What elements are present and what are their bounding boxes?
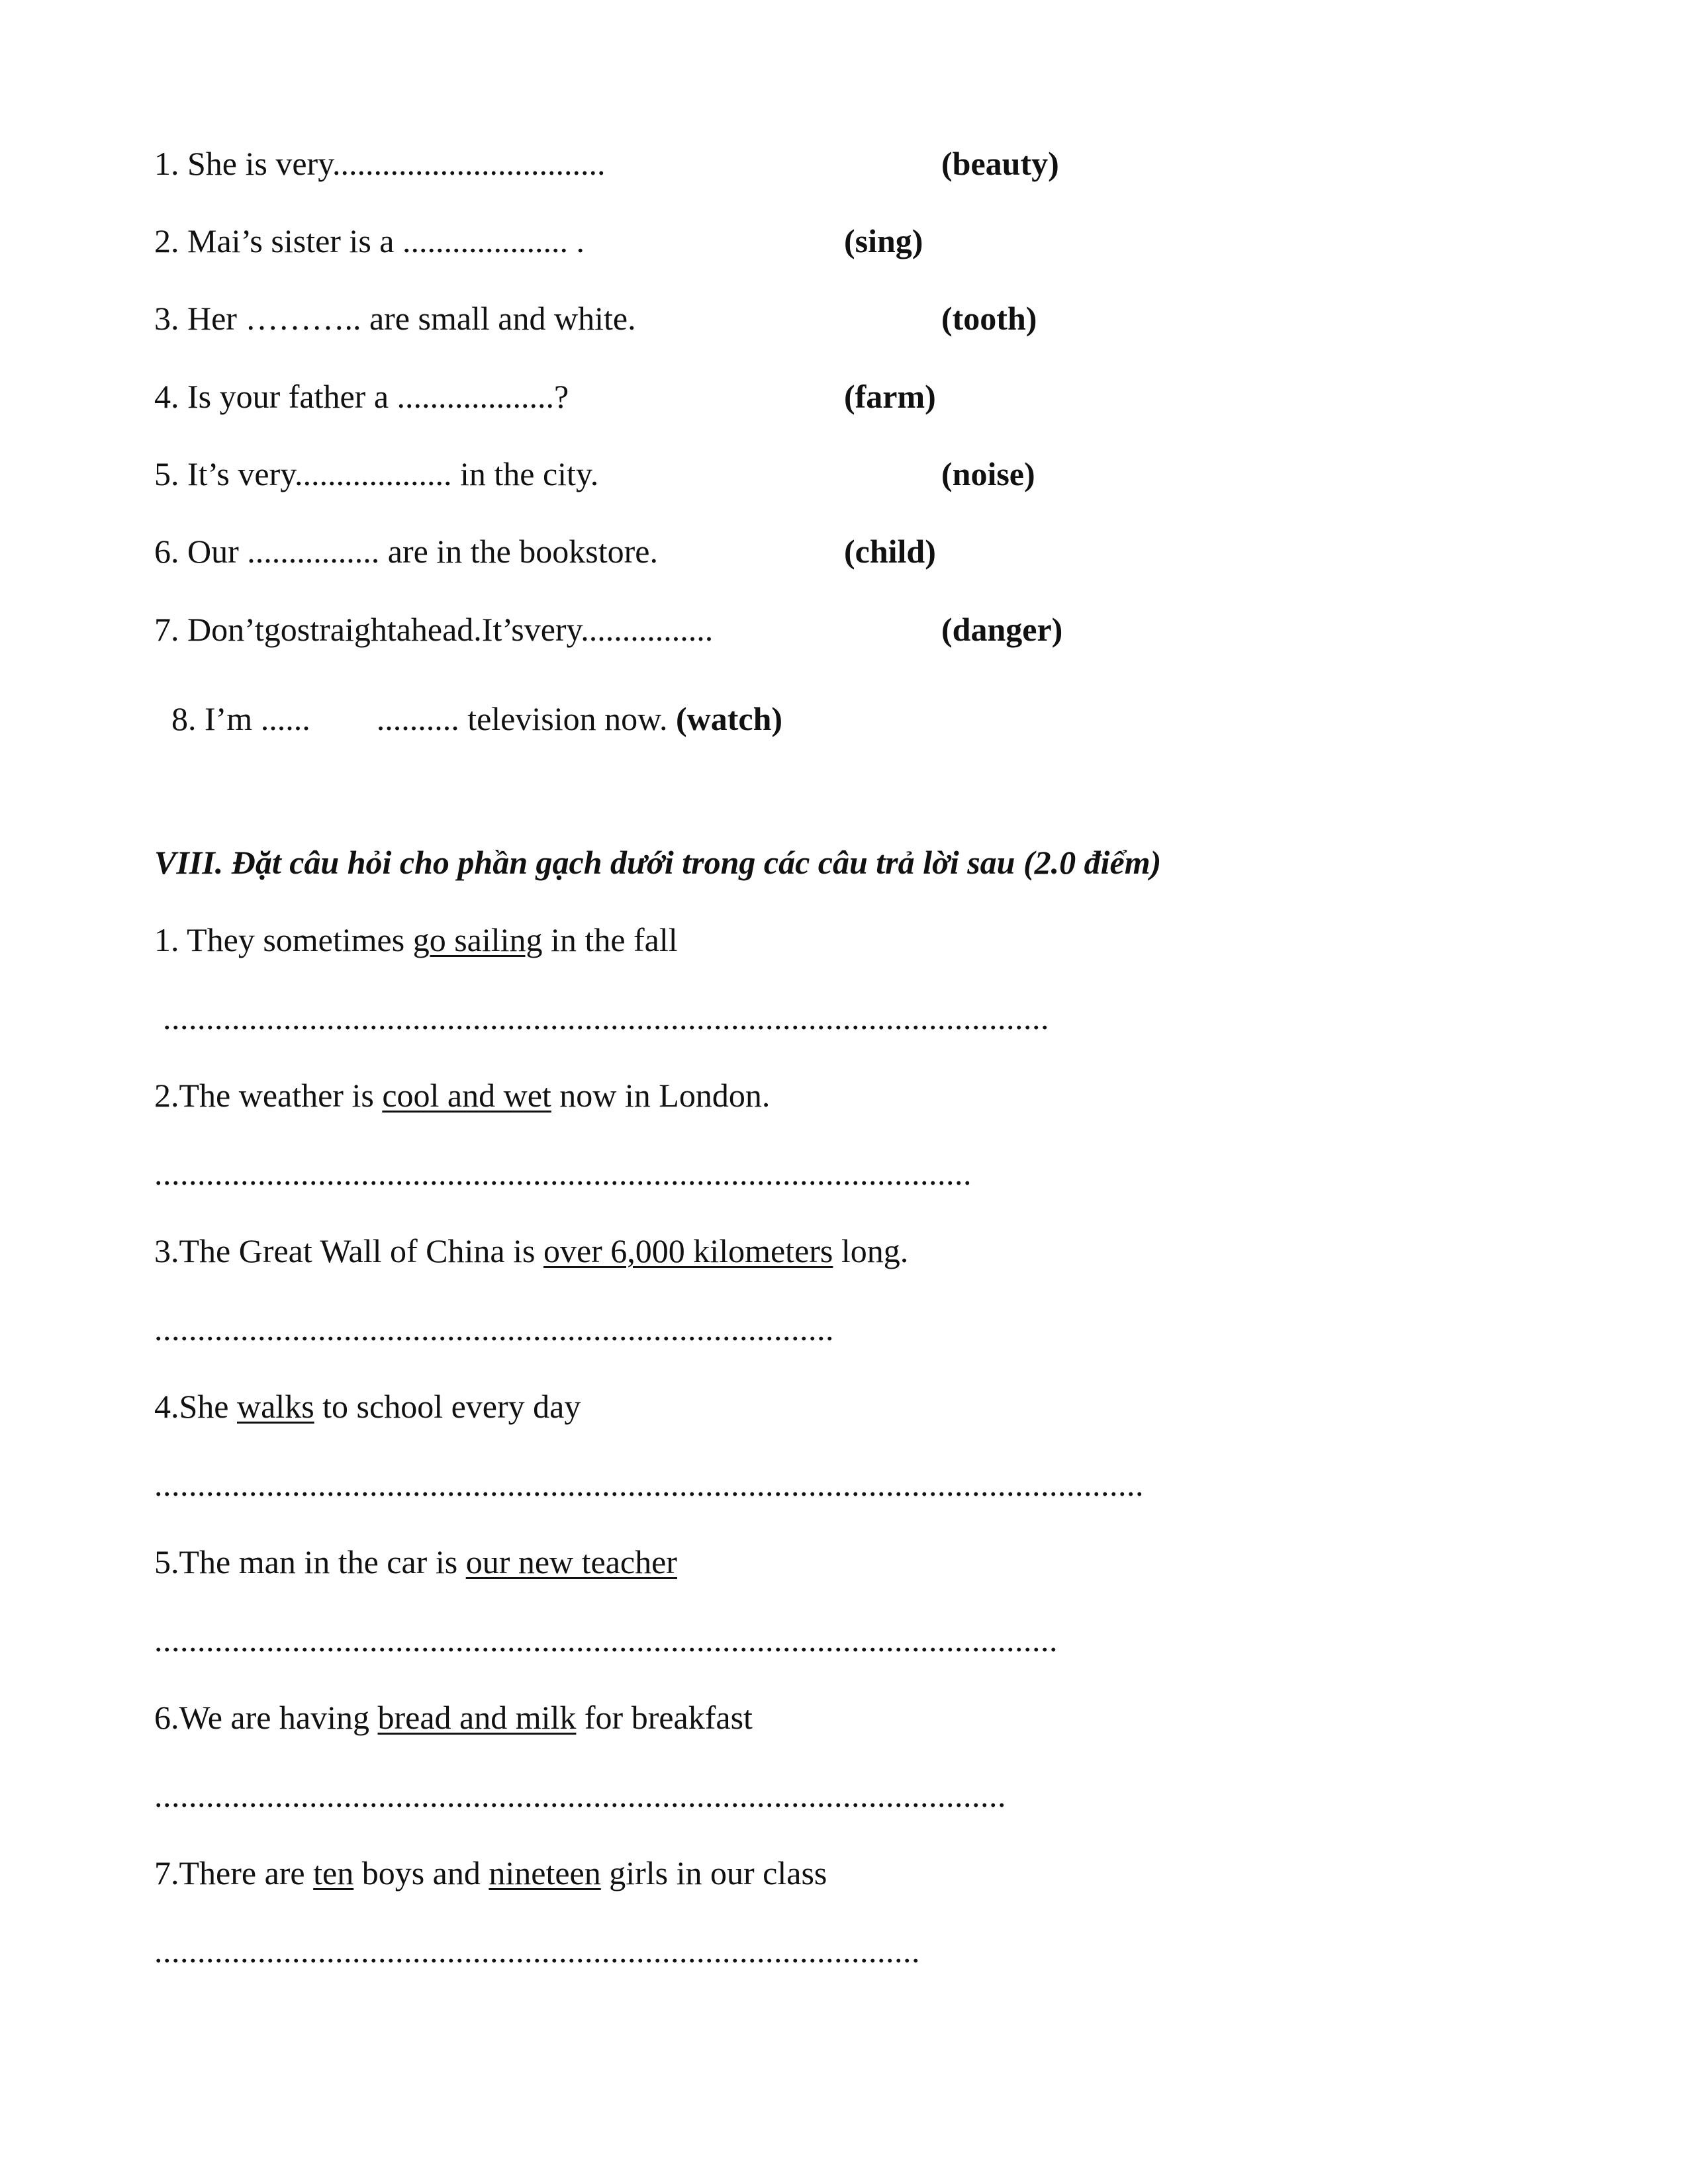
exercise-item-3-word: (tooth) <box>941 300 1037 337</box>
question-3-underlined: over 6,000 kilometers <box>543 1232 833 1269</box>
question-3 <box>154 1231 908 1271</box>
question-6-post: for breakfast <box>576 1699 753 1736</box>
question-7-pre: 7.There are <box>154 1854 314 1891</box>
question-2-post: now in London. <box>551 1077 771 1114</box>
question-7-mid: boys and <box>353 1854 489 1891</box>
exercise-item-1-word: (beauty) <box>941 145 1059 182</box>
exercise-item-5: 5. It’s very................... in the city. <box>154 455 599 492</box>
question-1-pre: 1. They sometimes <box>154 921 413 958</box>
exercise-item-4: 4. Is your father a ...................? <box>154 378 569 415</box>
section-viii-heading: VIII. Đặt câu hỏi cho phần gạch dưới trong các câu trả lời sau (2.0 điểm) <box>154 844 1162 881</box>
exercise-item-8: 8. I’m ...... .......... television now. <box>171 700 676 737</box>
question-4-post: to school every day <box>314 1388 581 1425</box>
exercise-item-7: 7. Don’tgostraightahead.It’svery................ <box>154 611 714 648</box>
question-4 <box>154 1387 581 1426</box>
exercise-item-6-word: (child) <box>844 533 936 570</box>
question-7-post: girls in our class <box>600 1854 827 1891</box>
question-7-underlined-1: ten <box>313 1854 354 1891</box>
question-6-pre: 6.We are having <box>154 1699 378 1736</box>
exercise-item-7-word: (danger) <box>941 611 1063 648</box>
question-2-underlined: cool and wet <box>382 1077 551 1114</box>
exercise-item-4-word: (farm) <box>844 378 936 415</box>
answer-line-5[interactable]: ......................................................................................................... <box>154 1621 1058 1659</box>
answer-line-2[interactable]: ............................................................................................... <box>154 1155 972 1192</box>
question-1 <box>154 920 678 960</box>
question-4-pre: 4.She <box>154 1388 237 1425</box>
exercise-item-3: 3. Her ……….. are small and white. <box>154 300 636 337</box>
question-5-underlined: our new teacher <box>465 1543 677 1580</box>
exercise-item-8-row <box>161 687 782 751</box>
question-1-underlined: go sailing <box>412 921 543 958</box>
question-3-pre: 3.The Great Wall of China is <box>154 1232 543 1269</box>
question-6 <box>154 1698 753 1737</box>
exercise-item-1: 1. She is very................................. <box>154 145 606 182</box>
question-5 <box>154 1542 677 1582</box>
question-7-underlined-2: nineteen <box>489 1854 601 1891</box>
answer-line-4[interactable]: ................................................................................................................... <box>154 1466 1144 1503</box>
question-5-pre: 5.The man in the car is <box>154 1543 466 1580</box>
question-6-underlined: bread and milk <box>377 1699 577 1736</box>
exercise-item-8-word: (watch) <box>675 700 783 737</box>
answer-line-1[interactable]: ....................................................................................................... <box>154 999 1049 1036</box>
question-7 <box>154 1853 827 1893</box>
exercise-item-5-word: (noise) <box>941 455 1035 492</box>
answer-line-7[interactable]: ......................................................................................... <box>154 1933 920 1970</box>
answer-line-3[interactable]: ............................................................................... <box>154 1310 834 1347</box>
answer-line-6[interactable]: ................................................................................................... <box>154 1777 1006 1814</box>
question-1-post: in the fall <box>542 921 678 958</box>
exercise-item-2: 2. Mai’s sister is a .................... . <box>154 222 585 259</box>
question-2-pre: 2.The weather is <box>154 1077 383 1114</box>
exercise-item-2-word: (sing) <box>844 222 923 259</box>
question-2 <box>154 1075 770 1115</box>
question-4-underlined: walks <box>237 1388 314 1425</box>
question-3-post: long. <box>833 1232 909 1269</box>
exercise-item-6: 6. Our ................ are in the bookstore. <box>154 533 658 570</box>
